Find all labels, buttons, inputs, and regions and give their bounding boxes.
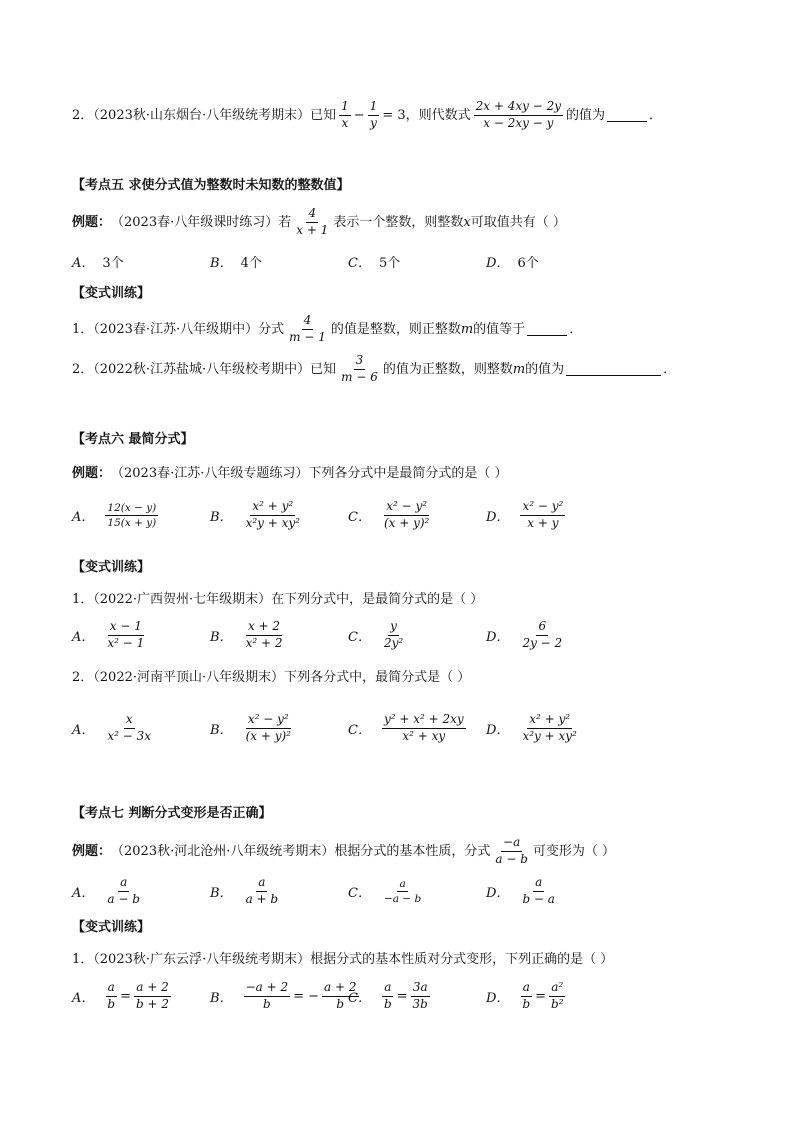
option-fraction: $\frac{\text{y² + x² + 2xy}}{\text{x² + xy}}$: [383, 712, 464, 743]
option-d[interactable]: [486, 500, 624, 531]
option-b[interactable]: [210, 980, 357, 1012]
option-fraction: $\frac{x}{\text{x² − 3x}}$: [107, 712, 152, 743]
fraction-1-over-y: $\frac{1}{y}$: [369, 99, 378, 130]
option-a[interactable]: [72, 876, 210, 907]
option-fraction: $\frac{6}{2y - 2}$: [522, 619, 563, 650]
option-letter: B．: [210, 722, 233, 738]
option-letter: A．: [72, 256, 95, 271]
option-d[interactable]: [486, 713, 624, 744]
option-fraction: $\frac{a}{a + b}$: [245, 875, 279, 906]
option-c[interactable]: [348, 500, 486, 531]
option-fraction: $\frac{a}{a - b}$: [107, 875, 140, 906]
option-letter: C．: [348, 990, 371, 1006]
option-b[interactable]: [210, 713, 348, 744]
equals-sign: =: [535, 988, 547, 1004]
option-text: 3个: [102, 256, 124, 271]
option-letter: D．: [486, 256, 510, 271]
option-fraction: $\frac{x + 2}{\text{x² + 2}}$: [245, 619, 283, 650]
option-letter: C．: [348, 256, 371, 271]
t2-post: 的值为正整数，则整数: [382, 361, 513, 377]
option-fraction: $\frac{\text{x² − y²}}{\text{(x + y)²}}$: [383, 499, 430, 530]
option-d[interactable]: [486, 620, 624, 651]
equals-sign: =: [396, 988, 408, 1004]
example-7-options: [72, 876, 734, 907]
t1-end: 的值等于: [473, 321, 526, 337]
option-c[interactable]: [348, 252, 486, 271]
option-letter: B．: [210, 509, 233, 525]
variable-x: x: [463, 214, 471, 230]
option-b[interactable]: [210, 620, 348, 651]
option-fraction: $\frac{12(x - y)}{15(x + y)}$: [107, 501, 157, 529]
option-letter: D．: [486, 990, 510, 1006]
option-fraction: $\frac{a}{-a - b}$: [383, 877, 422, 905]
left-fraction: $\frac{a}{b}$: [522, 980, 531, 1011]
fraction-neg-a-over-a-minus-b: $\frac{-a}{a - b}$: [495, 835, 528, 866]
option-fraction: $\frac{\text{x² − y²}}{x + y}$: [522, 499, 564, 530]
option-letter: B．: [210, 256, 233, 271]
right-fraction: $\frac{a + 2}{b}$: [324, 980, 357, 1011]
option-fraction: $\frac{a}{b - a}$: [522, 875, 555, 906]
training-6-q2-options: [72, 713, 734, 744]
period: ．: [649, 107, 663, 123]
equals-sign: = −: [293, 988, 320, 1004]
option-letter: A．: [72, 629, 95, 645]
example-6-text: （2023春·江苏·八年级专题练习）下列各分式中是最简分式的是（ ）: [111, 466, 508, 481]
equals-3: = 3: [382, 107, 406, 123]
answer-blank[interactable]: [527, 323, 567, 336]
option-letter: D．: [486, 885, 510, 901]
example-label: 例题：: [72, 214, 112, 230]
period: ．: [663, 361, 677, 377]
question-2-top: [72, 100, 734, 131]
option-d[interactable]: [486, 981, 624, 1012]
fraction-3-over-m-minus-6: $\frac{3}{m - 6}$: [341, 353, 378, 384]
training-6-q2: [72, 670, 734, 686]
t2-pre: 2．（2022秋·江苏盐城·八年级校考期中）已知: [72, 361, 337, 377]
option-letter: B．: [210, 629, 233, 645]
option-letter: A．: [72, 885, 95, 901]
option-a[interactable]: [72, 981, 210, 1012]
option-c[interactable]: [348, 620, 486, 651]
option-letter: A．: [72, 509, 95, 525]
example-6: [72, 466, 734, 482]
t1-text: 1．（2023秋·广东云浮·八年级统考期末）根据分式的基本性质对分式变形，下列正确的是（ ）: [72, 952, 614, 967]
left-fraction: $\frac{a}{b}$: [107, 980, 116, 1011]
example-5-post: 表示一个整数，则整数: [333, 214, 464, 230]
q2-suffix: 的值为: [566, 107, 606, 123]
training-6-q1: [72, 592, 734, 608]
right-fraction: $\frac{a + 2}{b + 2}$: [135, 980, 169, 1011]
example-7-post: 可变形为（ ）: [532, 843, 616, 859]
variable-m: m: [512, 361, 526, 377]
t1-pre: 1．（2023春·江苏·八年级期中）分式: [72, 321, 285, 337]
option-letter: A．: [72, 990, 95, 1006]
q2-mid-text: ，则代数式: [405, 107, 471, 123]
equals-sign: =: [120, 988, 131, 1004]
option-b[interactable]: [210, 252, 348, 271]
left-fraction: $\frac{-a + 2}{b}$: [245, 980, 289, 1011]
option-text: 4个: [240, 256, 262, 271]
section-title-6: 【考点六 最简分式】: [72, 432, 194, 447]
option-letter: C．: [348, 885, 371, 901]
option-fraction: $\frac{\text{x² + y²}}{\text{x²y + xy²}}$: [245, 499, 300, 530]
minus-sign: −: [353, 107, 365, 123]
period: ．: [569, 321, 583, 337]
option-letter: B．: [210, 885, 233, 901]
option-a[interactable]: [72, 500, 210, 531]
option-d[interactable]: [486, 252, 624, 271]
right-fraction: $\frac{3a}{3b}$: [412, 980, 428, 1011]
option-fraction: $\frac{\text{x² + y²}}{\text{x²y + xy²}}$: [522, 712, 577, 743]
option-b[interactable]: [210, 500, 348, 531]
answer-blank[interactable]: [566, 363, 661, 376]
option-fraction: $\frac{\text{x² − y²}}{\text{(x + y)²}}$: [245, 712, 291, 743]
training-title-6: 【变式训练】: [72, 560, 151, 575]
fraction-1-over-x: $\frac{1}{x}$: [341, 99, 349, 130]
answer-blank[interactable]: [607, 109, 647, 122]
left-fraction: $\frac{a}{b}$: [383, 980, 392, 1011]
section-title-5: 【考点五 求使分式值为整数时未知数的整数值】: [72, 178, 350, 193]
option-letter: C．: [348, 722, 371, 738]
option-letter: C．: [348, 629, 371, 645]
example-5-pre: （2023春·八年级课时练习）若: [111, 214, 292, 230]
right-fraction: $\frac{\text{a²}}{\text{b²}}$: [551, 980, 564, 1011]
t2-text: 2．（2022·河南平顶山·八年级期末）下列各分式中，最简分式是（ ）: [72, 670, 471, 685]
training-7-q1-options: [72, 981, 734, 1012]
option-letter: D．: [486, 722, 510, 738]
option-d[interactable]: [486, 876, 624, 907]
option-a[interactable]: [72, 713, 210, 744]
q2-prefix: 2．（2023秋·山东烟台·八年级统考期末）已知: [72, 107, 337, 123]
algebraic-fraction: $\frac{2x + 4xy - 2y}{x - 2xy - y}$: [475, 99, 561, 130]
example-5-options: [72, 252, 734, 271]
example-5: [72, 207, 734, 238]
option-a[interactable]: [72, 620, 210, 651]
option-letter: D．: [486, 509, 510, 525]
training-7-q1: [72, 952, 734, 968]
training-5-q1: [72, 314, 734, 345]
option-text: 5个: [378, 256, 401, 271]
training-title-7: 【变式训练】: [72, 920, 151, 935]
t1-text: 1．（2022·广西贺州·七年级期末）在下列分式中，是最简分式的是（ ）: [72, 592, 484, 607]
t2-end: 的值为: [525, 361, 565, 377]
variable-m: m: [460, 321, 474, 337]
section-title-7: 【考点七 判断分式变形是否正确】: [72, 806, 272, 821]
option-letter: B．: [210, 990, 233, 1006]
training-5-q2: [72, 354, 734, 385]
training-6-q1-options: [72, 620, 734, 651]
option-text: 6个: [517, 256, 539, 271]
example-7: [72, 836, 734, 867]
option-c[interactable]: [348, 876, 486, 907]
example-5-end: 可取值共有（ ）: [470, 214, 566, 230]
option-c[interactable]: [348, 981, 486, 1012]
option-letter: A．: [72, 722, 95, 738]
example-label: 例题：: [72, 843, 112, 859]
example-6-options: [72, 500, 734, 531]
option-fraction: $\frac{y}{\text{2y²}}$: [383, 619, 404, 650]
fraction-4-over-x-plus-1: $\frac{4}{x + 1}$: [296, 206, 329, 237]
option-a[interactable]: [72, 252, 210, 271]
example-label: 例题：: [72, 466, 112, 481]
option-b[interactable]: [210, 876, 348, 907]
training-title-5: 【变式训练】: [72, 286, 151, 301]
t1-post: 的值是整数，则正整数: [330, 321, 461, 337]
option-fraction: $\frac{x - 1}{\text{x² − 1}}$: [107, 619, 145, 650]
option-letter: D．: [486, 629, 510, 645]
option-letter: C．: [348, 509, 371, 525]
fraction-4-over-m-minus-1: $\frac{4}{m - 1}$: [289, 313, 326, 344]
option-c[interactable]: [348, 713, 486, 744]
example-7-pre: （2023秋·河北沧州·八年级统考期末）根据分式的基本性质，分式: [111, 843, 491, 859]
